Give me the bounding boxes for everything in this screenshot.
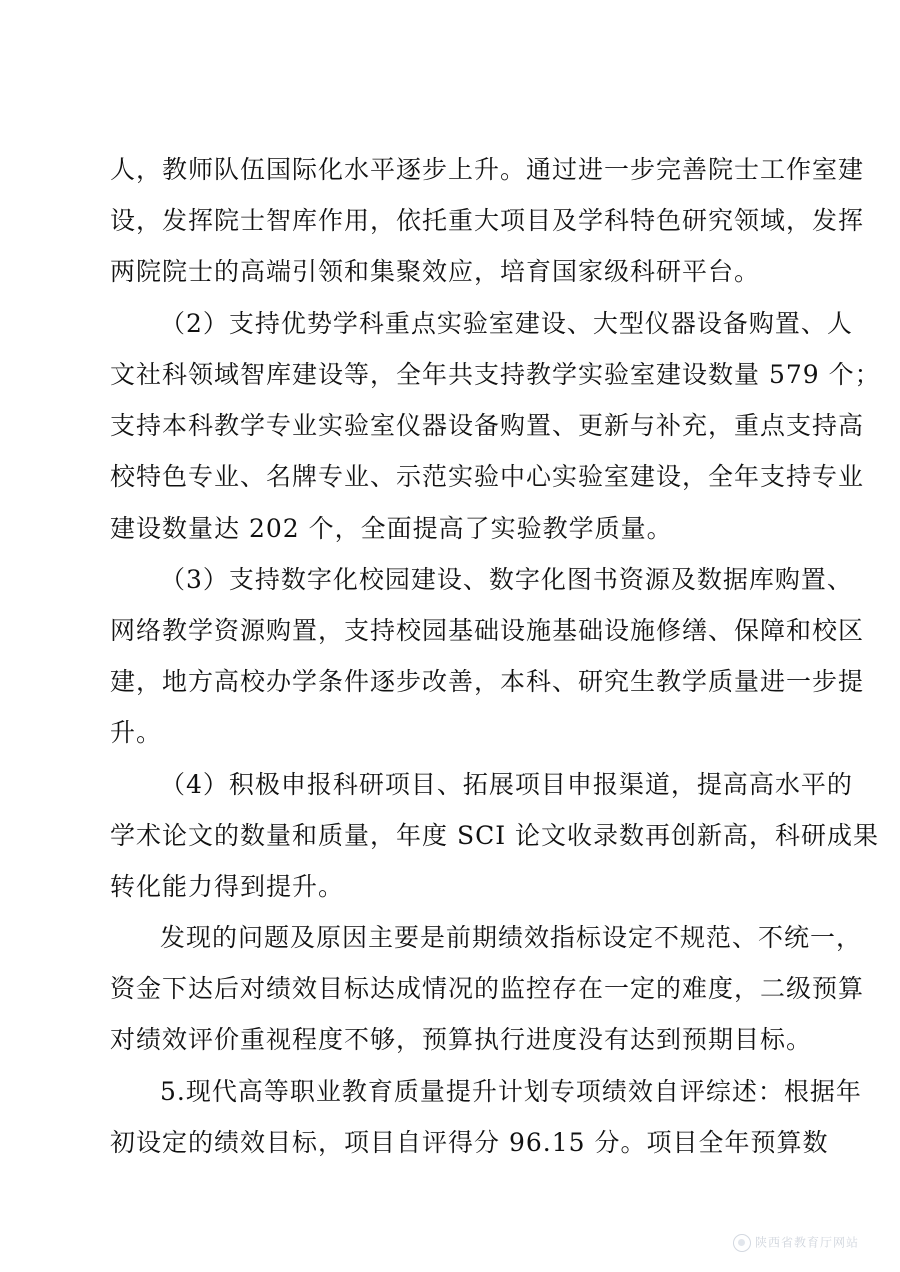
text-line: 发现的问题及原因主要是前期绩效指标设定不规范、不统一， [160, 923, 863, 952]
text-line: （4）积极申报科研项目、拓展项目申报渠道，提高高水平的 [160, 770, 853, 799]
text-line: 初设定的绩效目标，项目自评得分 96.15 分。项目全年预算数 [110, 1128, 829, 1157]
text-line: 文社科领域智库建设等，全年共支持教学实验室建设数量 579 个； [110, 360, 881, 389]
text-line: 校特色专业、名牌专业、示范实验中心实验室建设，全年支持专业 [110, 462, 865, 491]
text-line: 转化能力得到提升。 [110, 872, 345, 901]
text-line: 支持本科教学专业实验室仪器设备购置、更新与补充，重点支持高 [110, 411, 865, 440]
text-line: 对绩效评价重视程度不够，预算执行进度没有达到预期目标。 [110, 1025, 813, 1054]
site-watermark [733, 1230, 893, 1254]
text-line: 资金下达后对绩效目标达成情况的监控存在一定的难度，二级预算 [110, 974, 865, 1003]
text-line: 建设数量达 202 个，全面提高了实验教学质量。 [110, 514, 673, 543]
text-line: 人，教师队伍国际化水平逐步上升。通过进一步完善院士工作室建 [110, 155, 865, 184]
watermark-text: 陕西省教育厅网站 [755, 1235, 860, 1250]
text-line: 5.现代高等职业教育质量提升计划专项绩效自评综述：根据年 [160, 1077, 862, 1106]
text-line: 建，地方高校办学条件逐步改善，本科、研究生教学质量进一步提 [110, 667, 865, 696]
text-line: （2）支持优势学科重点实验室建设、大型仪器设备购置、人 [160, 309, 853, 338]
text-line: 学术论文的数量和质量，年度 SCI 论文收录数再创新高，科研成果 [110, 821, 880, 850]
text-line: 两院院士的高端引领和集聚效应，培育国家级科研平台。 [110, 257, 761, 286]
watermark-logo-icon [733, 1234, 751, 1252]
text-line: 网络教学资源购置，支持校园基础设施基础设施修缮、保障和校区 [110, 616, 865, 645]
text-line: 设，发挥院士智库作用，依托重大项目及学科特色研究领域，发挥 [110, 206, 865, 235]
text-line: 升。 [110, 718, 163, 747]
text-line: （3）支持数字化校园建设、数字化图书资源及数据库购置、 [160, 565, 853, 594]
